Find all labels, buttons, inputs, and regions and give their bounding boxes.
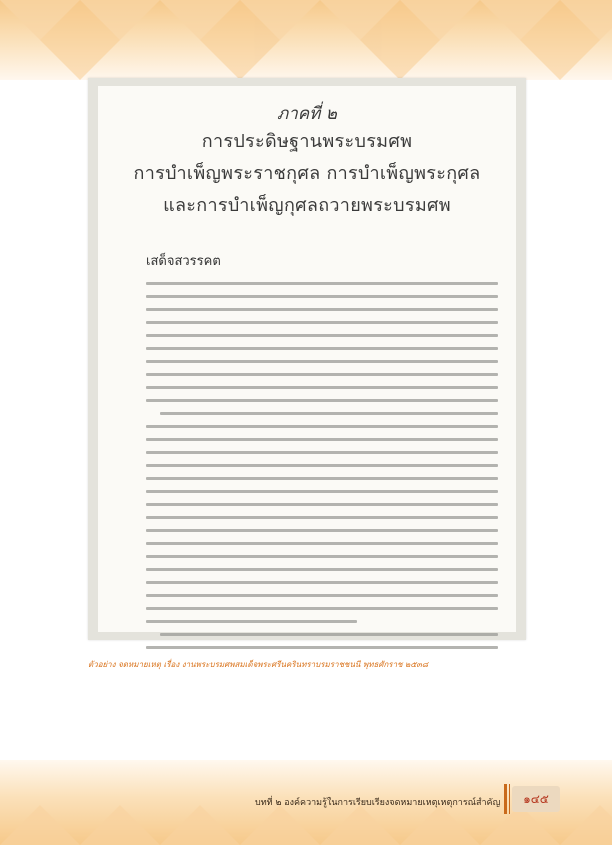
document-title-line-1: การประดิษฐานพระบรมศพ	[201, 131, 413, 152]
text-line	[146, 490, 498, 493]
text-line	[146, 477, 498, 480]
text-line	[146, 542, 498, 545]
text-line	[146, 308, 498, 311]
text-line	[146, 503, 498, 506]
text-line	[146, 347, 498, 350]
text-line	[146, 399, 498, 402]
section-heading: เสด็จสวรรคต	[146, 254, 221, 269]
page-number: ๑๔๕	[512, 786, 560, 812]
text-line	[146, 321, 498, 324]
footer-chapter-title: บทที่ ๒ องค์ความรู้ในการเรียบเรียงจดหมายเหตุเหตุการณ์สำคัญ	[255, 798, 501, 808]
document-title-line-2: การบำเพ็ญพระราชกุศล การบำเพ็ญพระกุศล	[133, 163, 481, 184]
text-line	[146, 555, 498, 558]
document-title-line-3: และการบำเพ็ญกุศลถวายพระบรมศพ	[163, 195, 451, 216]
text-line	[146, 516, 498, 519]
text-line	[146, 464, 498, 467]
text-line	[146, 568, 498, 571]
text-line	[146, 386, 498, 389]
text-line	[146, 529, 498, 532]
text-line	[146, 594, 498, 597]
footer-divider	[504, 784, 507, 814]
text-line	[146, 334, 498, 337]
text-line	[160, 633, 498, 636]
document-page	[98, 86, 516, 632]
text-line	[146, 282, 498, 285]
part-label: ภาคที่ ๒	[277, 104, 337, 124]
text-line	[160, 412, 498, 415]
text-line	[146, 607, 498, 610]
illegible-body-text	[146, 282, 498, 659]
text-line	[146, 451, 498, 454]
text-line	[146, 373, 498, 376]
text-line	[146, 646, 498, 649]
top-decorative-band	[0, 0, 612, 80]
text-line	[146, 620, 357, 623]
text-line	[146, 360, 498, 363]
text-line	[146, 438, 498, 441]
figure-caption: ตัวอย่าง จดหมายเหตุ เรื่อง งานพระบรมศพสมเด็จพระศรีนครินทราบรมราชชนนี พุทธศักราช ๒๕๓๘	[88, 660, 429, 669]
top-diamond-pattern	[0, 0, 612, 80]
footer-divider-thin	[509, 784, 510, 814]
text-line	[146, 425, 498, 428]
document-scan	[88, 78, 526, 640]
text-line	[146, 295, 498, 298]
text-line	[146, 581, 498, 584]
